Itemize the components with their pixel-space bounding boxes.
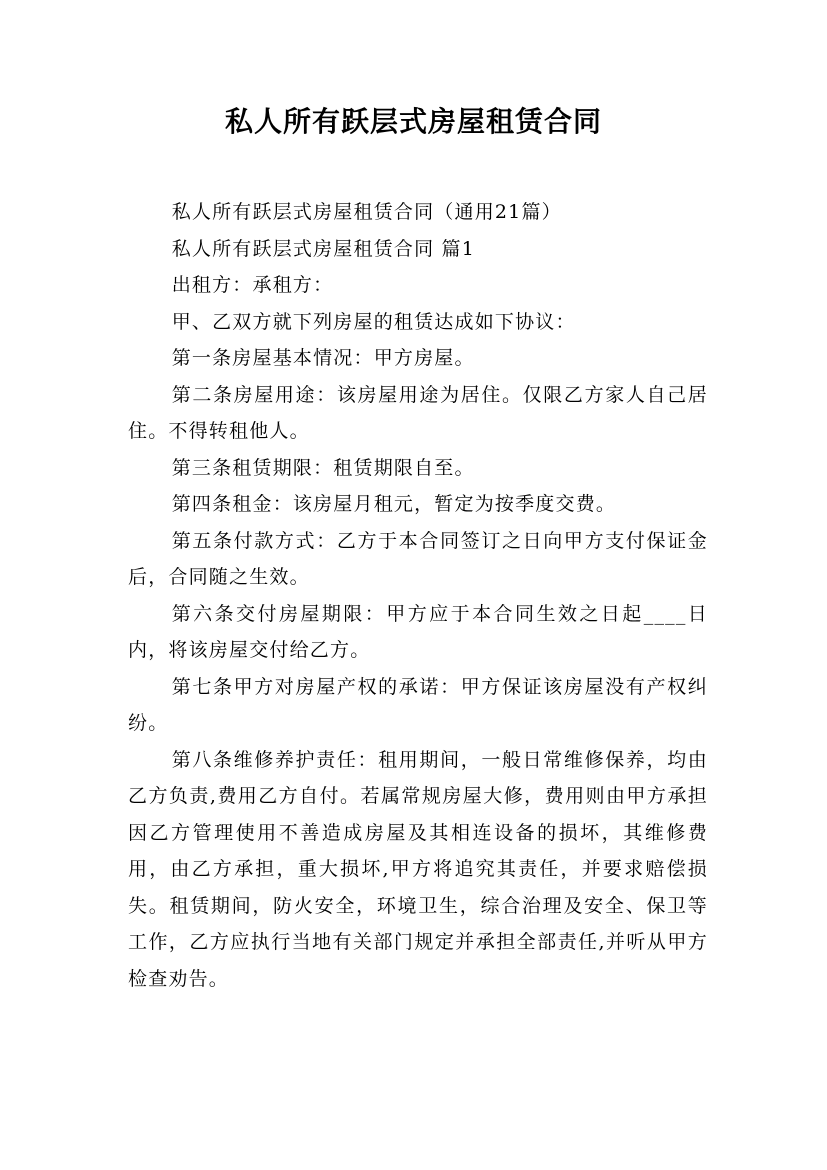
paragraph-article-4: 第四条租金：该房屋月租元，暂定为按季度交费。 xyxy=(171,493,617,515)
paragraph-article-1: 第一条房屋基本情况：甲方房屋。 xyxy=(171,347,475,369)
paragraph-article-5: 第五条付款方式：乙方于本合同签订之日向甲方支付保证金后，合同随之生效。 xyxy=(128,529,708,588)
paragraph-article-6: 第六条交付房屋期限：甲方应于本合同生效之日起____日内，将该房屋交付给乙方。 xyxy=(128,602,708,661)
paragraph-article-3: 第三条租赁期限：租赁期限自至。 xyxy=(171,456,475,479)
paragraph-agreement-intro: 甲、乙双方就下列房屋的租赁达成如下协议： xyxy=(171,310,576,333)
document-body xyxy=(128,194,708,997)
paragraph-article-7: 第七条甲方对房屋产权的承诺：甲方保证该房屋没有产权纠纷。 xyxy=(128,675,708,734)
paragraph-heading-collection: 私人所有跃层式房屋租赁合同（通用21篇） xyxy=(171,201,562,223)
paragraph-parties: 出租方：承租方： xyxy=(171,274,334,296)
paragraph-article-2: 第二条房屋用途：该房屋用途为居住。仅限乙方家人自己居住。不得转租他人。 xyxy=(128,383,708,442)
paragraph-heading-part-1: 私人所有跃层式房屋租赁合同 篇1 xyxy=(171,237,476,260)
document-title: 私人所有跃层式房屋租赁合同 xyxy=(224,105,602,138)
paragraph-article-8: 第八条维修养护责任：租用期间，一般日常维修保养，均由乙方负责,费用乙方自付。若属常规房屋大修，费用则由甲方承担因乙方管理使用不善造成房屋及其相连设备的损坏，其维修费用，由乙方承担，重大损坏,甲方将追究其责任，并要求赔偿损失。租赁期间，防火安全，环境卫生，综合治理及安全、保卫等工作，乙方应执行当地有关部门规定并承担全部责任,并听从甲方检查劝告。 xyxy=(128,748,708,990)
